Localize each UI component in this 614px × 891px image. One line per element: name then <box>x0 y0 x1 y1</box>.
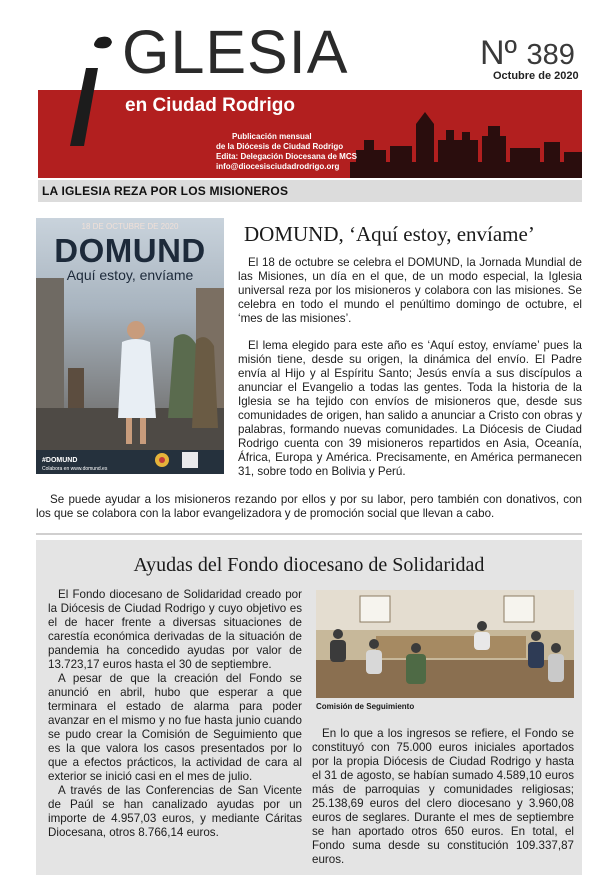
divider <box>36 533 582 535</box>
article1-paragraph: Se puede ayudar a los misioneros rezando por ellos y por su labor, pero también con donativos, con los que se colabora con la labor evangelizadora y de promoción social que llevan a cabo. <box>36 493 582 520</box>
poster-subtitle: Aquí estoy, envíame <box>66 267 194 283</box>
publication-line: Edita: Delegación Diocesana de MCS <box>216 152 357 161</box>
article2-paragraph: A través de las Conferencias de San Vicente de Paúl se han canalizado ayudas por un importe de 4.957,03 euros, y mediante Cáritas Diocesana, otros 8.766,14 euros. <box>48 784 302 839</box>
masthead-title: GLESIA <box>122 18 349 86</box>
poster-title: DOMUND <box>54 232 206 269</box>
commission-meeting-photo <box>316 590 574 698</box>
article2-paragraph: El Fondo diocesano de Solidaridad creado por la Diócesis de Ciudad Rodrigo y cuyo objetivo es el de hacer frente a diversas situaciones de carestía económica derivadas de la situación de pandemia ha concedido ayudas por valor de 13.723,17 euros hasta el 30 de septiembre. <box>48 588 302 671</box>
publication-email: info@diocesisciudadrodrigo.org <box>216 162 340 171</box>
article2-right-paragraph: En lo que a los ingresos se refiere, el Fondo se constituyó con 75.000 euros iniciales aportados por la propia Diócesis de Ciudad Rodrigo y hasta el 31 de agosto, se habían sumado 4.589,10 euros más de parroquias y comunidades religiosas; 25.138,69 euros del clero diocesano y 3.960,08 euros de seglares. Durante el mes de septiembre se han aportado otros 650 euros. En total, el Fondo suma desde su constitución 109.337,87 euros. <box>312 727 574 866</box>
publication-line: de la Diócesis de Ciudad Rodrigo <box>216 142 344 151</box>
domund-poster <box>36 218 224 474</box>
masthead-subtitle: en Ciudad Rodrigo <box>125 95 295 116</box>
publication-info <box>216 132 357 172</box>
section-title: LA IGLESIA REZA POR LOS MISIONEROS <box>42 184 289 198</box>
article1-title: DOMUND, ‘Aquí estoy, envíame’ <box>244 222 535 246</box>
issue-number-value: 389 <box>526 39 575 71</box>
poster-hashtag: #DOMUND <box>42 457 78 464</box>
article2-title: Ayudas del Fondo diocesano de Solidaridad <box>133 554 485 576</box>
logo-i-glyph <box>40 28 120 148</box>
photo-caption: Comisión de Seguimiento <box>316 702 415 711</box>
poster-date: 18 DE OCTUBRE DE 2020 <box>81 222 179 231</box>
article1-paragraph: El lema elegido para este año es ‘Aquí estoy, envíame’ pues la misión tiene, desde su origen, la dinámica del envío. El Padre envía al Hijo y al Espíritu Santo; Jesús envía a sus discípulos a anunciar el Evangelio a todas las gentes. Toda la historia de la Iglesia se ha tejido con envíos de misioneros que, desde sus comunidades de origen, han salido a anunciar a Cristo con obras y palabras, formando nuevas comunidades. La Diócesis de Ciudad Rodrigo cuenta con 39 misioneros repartidos en Asia, Oceanía, África, Europa y América. Precisamente, en América permanecen 31, sobre todo en Bolivia y Perú. <box>238 339 582 478</box>
poster-website: Colabora en www.domund.es <box>42 466 108 472</box>
publication-line: Publicación mensual <box>232 132 312 141</box>
city-skyline-illustration <box>350 110 582 178</box>
article1-paragraph: El 18 de octubre se celebra el DOMUND, la Jornada Mundial de las Misiones, un día en el que, de un modo especial, la Iglesia universal reza por los misioneros y colabora con las misiones. Se celebra en todo el mundo el penúltimo domingo de octubre, el ‘mes de las misiones’. <box>238 256 582 325</box>
issue-date: Octubre de 2020 <box>493 70 579 82</box>
article2-left-column <box>48 588 302 840</box>
article2-paragraph: A pesar de que la creación del Fondo se anunció en abril, hubo que esperar a que terminara el estado de alarma para poder avanzar en el mismo y no fue hasta junio cuando se pudo crear la Comisión de Seguimiento que es la que valora los casos presentados por lo que a efectos prácticos, la actividad de cara al exterior se inició casi en el mes de julio. <box>48 672 302 783</box>
issue-number <box>480 36 575 70</box>
issue-number-prefix: Nº <box>480 34 517 72</box>
